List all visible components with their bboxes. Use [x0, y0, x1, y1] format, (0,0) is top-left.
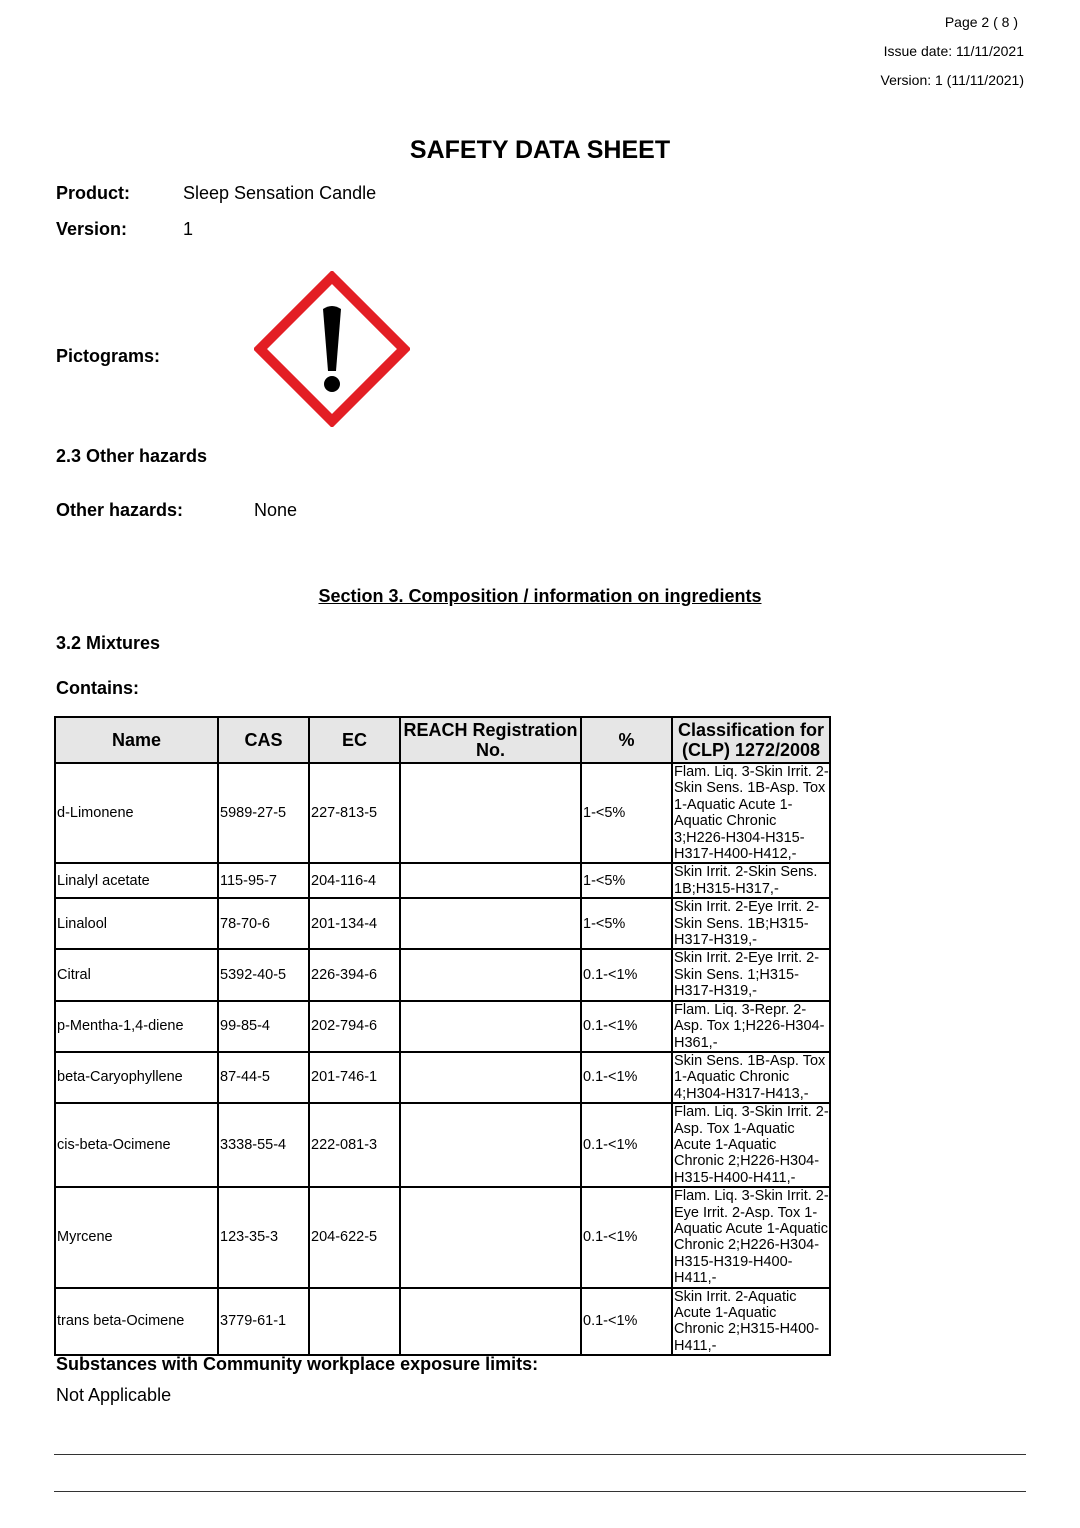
- cell-ec: 201-134-4: [309, 898, 400, 949]
- page-number: Page 2 ( 8 ): [944, 14, 1018, 30]
- cell-classification: Flam. Liq. 3-Skin Irrit. 2-Asp. Tox 1-Aquatic Acute 1-Aquatic Chronic 2;H226-H304-H315-H400-H411,-: [674, 1104, 829, 1186]
- cell-classification: Skin Irrit. 2-Eye Irrit. 2-Skin Sens. 1B;H315-H317-H319,-: [672, 898, 830, 949]
- version-date: Version: 1 (11/11/2021): [880, 72, 1024, 88]
- cell-cas: 87-44-5: [218, 1052, 309, 1103]
- cell-reach: [400, 1001, 581, 1052]
- cell-name: Citral: [55, 949, 218, 1000]
- mixtures-heading: 3.2 Mixtures: [56, 633, 161, 653]
- cell-classification: Skin Irrit. 2-Aquatic Acute 1-Aquatic Chronic 2;H315-H400-H411,-: [672, 1288, 830, 1356]
- cell-cas: 3338-55-4: [218, 1103, 309, 1187]
- table-row: [55, 863, 830, 898]
- cell-classification: Flam. Liq. 3-Skin Irrit. 2-Skin Sens. 1B-Asp. Tox 1-Aquatic Acute 1-Aquatic Chronic 3;H226-H304-H315-H317-H400-H412,-: [674, 764, 829, 863]
- header-ec: EC: [309, 717, 400, 763]
- cell-percent: 0.1-<1%: [581, 1103, 672, 1187]
- cell-reach: [400, 1187, 581, 1287]
- cell-cas: 5392-40-5: [218, 949, 309, 1000]
- cell-reach: [400, 1103, 581, 1187]
- table-row: [55, 763, 830, 863]
- cell-percent: 1-<5%: [581, 863, 672, 898]
- product-label: Product:: [56, 183, 130, 203]
- cell-percent: 0.1-<1%: [581, 1001, 672, 1052]
- cell-name: Linalool: [55, 898, 218, 949]
- table-row: [55, 1001, 830, 1052]
- cell-ec: 201-746-1: [309, 1052, 400, 1103]
- cell-classification: Skin Sens. 1B-Asp. Tox 1-Aquatic Chronic 4;H304-H317-H413,-: [672, 1052, 830, 1103]
- cell-reach: [400, 898, 581, 949]
- cell-reach: [400, 1288, 581, 1356]
- ingredients-table: [54, 716, 831, 1356]
- cell-cas: 5989-27-5: [218, 763, 309, 863]
- table-row: [55, 1052, 830, 1103]
- issue-date: Issue date: 11/11/2021: [883, 43, 1024, 59]
- cell-name: trans beta-Ocimene: [55, 1288, 218, 1356]
- section-3-title: Section 3. Composition / information on ingredients: [318, 586, 762, 606]
- cell-cas: 123-35-3: [218, 1187, 309, 1287]
- footer-divider: [54, 1491, 1026, 1492]
- table-row: [55, 1103, 830, 1187]
- cell-percent: 1-<5%: [581, 898, 672, 949]
- cell-cas: 115-95-7: [218, 863, 309, 898]
- product-value: Sleep Sensation Candle: [183, 183, 377, 203]
- cell-classification: Skin Irrit. 2-Eye Irrit. 2-Skin Sens. 1;H315-H317-H319,-: [672, 949, 830, 1000]
- header-classification: Classification for (CLP) 1272/2008: [672, 717, 830, 763]
- cell-name: d-Limonene: [55, 763, 218, 863]
- header-percent: %: [581, 717, 672, 763]
- cell-ec: 204-116-4: [309, 863, 400, 898]
- cell-reach: [400, 763, 581, 863]
- other-hazards-heading: 2.3 Other hazards: [56, 446, 208, 466]
- cell-percent: 0.1-<1%: [581, 949, 672, 1000]
- cell-cas: 99-85-4: [218, 1001, 309, 1052]
- document-title: SAFETY DATA SHEET: [409, 136, 671, 164]
- header-name: Name: [55, 717, 218, 763]
- cell-percent: 1-<5%: [581, 763, 672, 863]
- table-row: [55, 1288, 830, 1356]
- cell-ec: [309, 1288, 400, 1356]
- exposure-limits-label: Substances with Community workplace exposure limits:: [56, 1354, 539, 1374]
- footer-divider: [54, 1454, 1026, 1455]
- cell-percent: 0.1-<1%: [581, 1288, 672, 1356]
- cell-classification: Flam. Liq. 3-Skin Irrit. 2-Eye Irrit. 2-Asp. Tox 1-Aquatic Acute 1-Aquatic Chronic 2;H226-H304-H315-H319-H400-H411,-: [674, 1188, 829, 1287]
- cell-percent: 0.1-<1%: [581, 1052, 672, 1103]
- cell-classification: Flam. Liq. 3-Repr. 2-Asp. Tox 1;H226-H304-H361,-: [672, 1001, 830, 1052]
- cell-reach: [400, 1052, 581, 1103]
- cell-reach: [400, 863, 581, 898]
- exclamation-mark-hazard-icon: [254, 271, 410, 427]
- header-reach: REACH Registration No.: [400, 717, 581, 763]
- cell-name: cis-beta-Ocimene: [55, 1103, 218, 1187]
- cell-cas: 3779-61-1: [218, 1288, 309, 1356]
- cell-ec: 227-813-5: [309, 763, 400, 863]
- cell-name: beta-Caryophyllene: [55, 1052, 218, 1103]
- cell-ec: 202-794-6: [309, 1001, 400, 1052]
- pictograms-label: Pictograms:: [56, 346, 161, 366]
- cell-classification: Skin Irrit. 2-Skin Sens. 1B;H315-H317,-: [672, 863, 830, 898]
- contains-label: Contains:: [56, 678, 139, 698]
- other-hazards-label: Other hazards:: [56, 500, 184, 520]
- other-hazards-value: None: [254, 500, 298, 520]
- cell-percent: 0.1-<1%: [581, 1187, 672, 1287]
- cell-ec: 222-081-3: [309, 1103, 400, 1187]
- version-value: 1: [183, 219, 194, 239]
- cell-reach: [400, 949, 581, 1000]
- cell-ec: 204-622-5: [309, 1187, 400, 1287]
- exposure-limits-value: Not Applicable: [56, 1385, 172, 1405]
- cell-ec: 226-394-6: [309, 949, 400, 1000]
- table-row: [55, 898, 830, 949]
- cell-cas: 78-70-6: [218, 898, 309, 949]
- cell-name: p-Mentha-1,4-diene: [55, 1001, 218, 1052]
- table-row: [55, 949, 830, 1000]
- table-header-row: [55, 717, 830, 763]
- version-label: Version:: [56, 219, 128, 239]
- header-cas: CAS: [218, 717, 309, 763]
- cell-name: Linalyl acetate: [55, 863, 218, 898]
- table-row: [55, 1187, 830, 1287]
- cell-name: Myrcene: [55, 1187, 218, 1287]
